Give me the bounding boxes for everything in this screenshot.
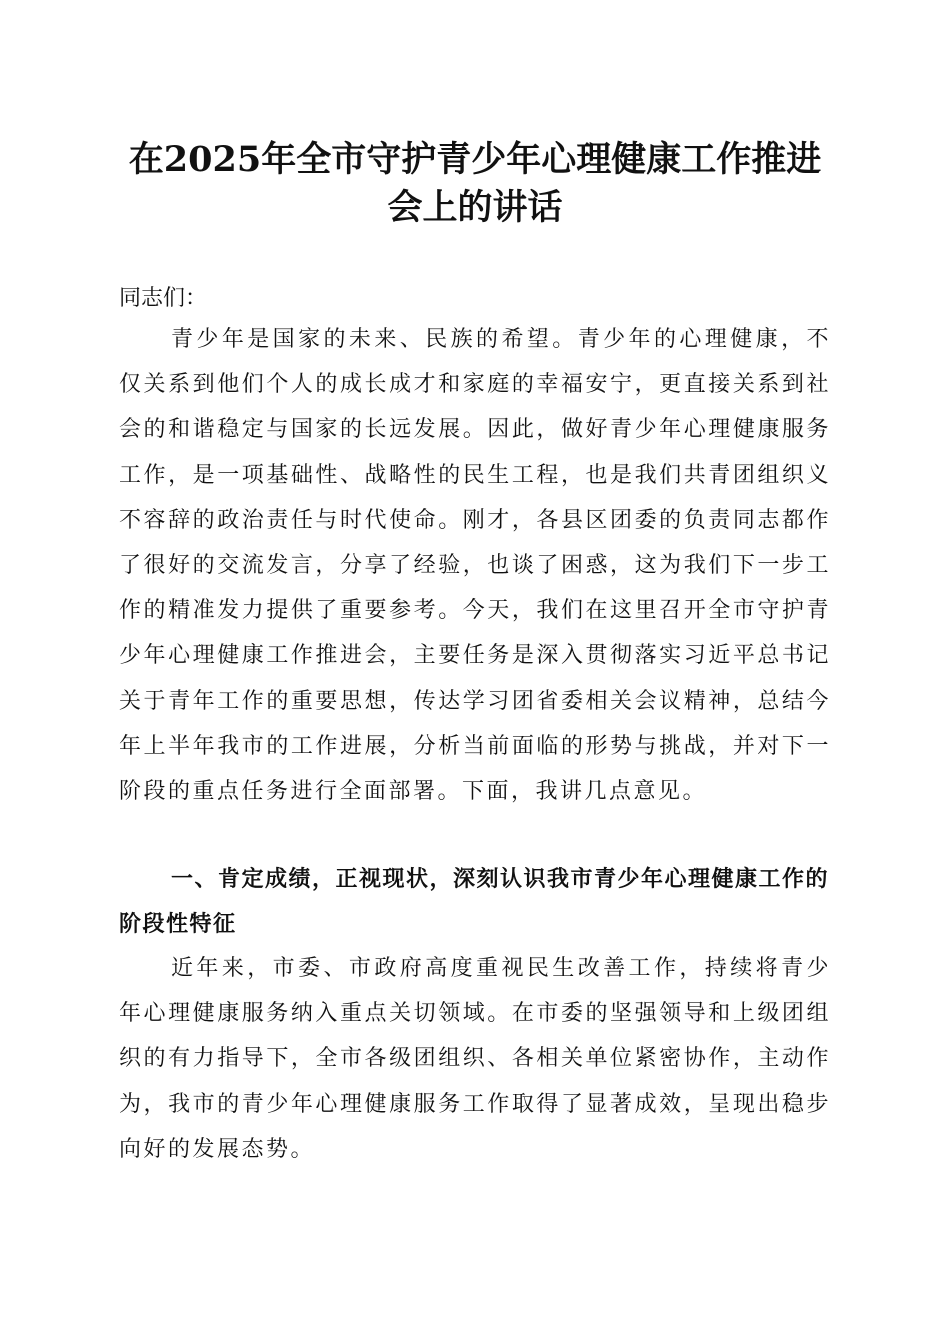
title-line-1: 在2025年全市守护青少年心理健康工作推进	[128, 139, 822, 180]
section-heading-1: 一、肯定成绩，正视现状，深刻认识我市青少年心理健康工作的阶段性特征	[119, 867, 830, 937]
document-title	[100, 136, 850, 232]
opening-paragraph: 青少年是国家的未来、民族的希望。青少年的心理健康，不仅关系到他们个人的成长成才和家庭的幸福安宁，更直接关系到社会的和谐稳定与国家的长远发展。因此，做好青少年心理健康服务工作，是一项基础性、战略性的民生工程，也是我们共青团组织义不容辞的政治责任与时代使命。刚才，各县区团委的负责同志都作了很好的交流发言，分享了经验，也谈了困惑，这为我们下一步工作的精准发力提供了重要参考。今天，我们在这里召开全市守护青少年心理健康工作推进会，主要任务是深入贯彻落实习近平总书记关于青年工作的重要思想，传达学习团省委相关会议精神，总结今年上半年我市的工作进展，分析当前面临的形势与挑战，并对下一阶段的重点任务进行全面部署。下面，我讲几点意见。	[119, 327, 831, 805]
salutation: 同志们：	[119, 286, 208, 311]
title-line-2: 会上的讲话	[387, 187, 563, 228]
section-1-paragraph: 近年来，市委、市政府高度重视民生改善工作，持续将青少年心理健康服务纳入重点关切领域。在市委的坚强领导和上级团组织的有力指导下，全市各级团组织、各相关单位紧密协作，主动作为，我市的青少年心理健康服务工作取得了显著成效，呈现出稳步向好的发展态势。	[119, 956, 831, 1162]
